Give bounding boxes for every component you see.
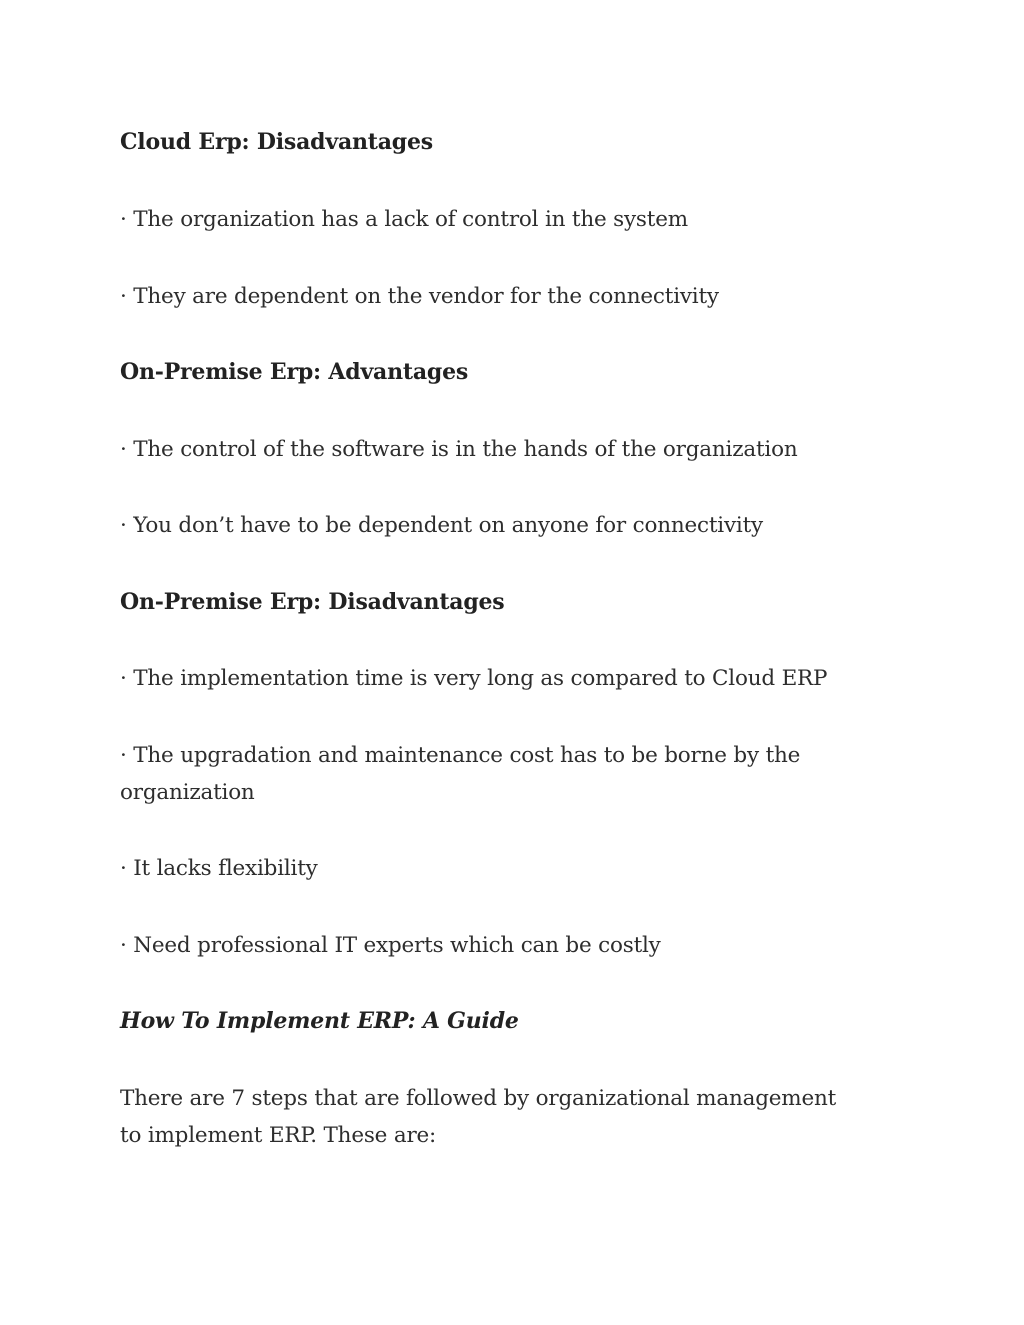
heading-how-to-implement-erp: How To Implement ERP: A Guide [120,1008,519,1034]
paragraph-guide-intro: There are 7 steps that are followed by organizational management to implement ERP. These are: [120,1086,837,1148]
bullet-upgrade-maintenance-cost: · The upgradation and maintenance cost has to be borne by the organization [120,743,801,805]
heading-cloud-erp-disadvantages: Cloud Erp: Disadvantages [120,129,433,155]
bullet-long-implementation: · The implementation time is very long as compared to Cloud ERP [120,666,828,691]
bullet-lacks-flexibility: · It lacks flexibility [120,856,318,881]
bullet-software-control: · The control of the software is in the hands of the organization [120,437,798,462]
bullet-lack-of-control: · The organization has a lack of control in the system [120,207,688,232]
heading-on-premise-erp-disadvantages: On-Premise Erp: Disadvantages [120,589,505,615]
bullet-no-connectivity-dependency: · You don’t have to be dependent on anyone for connectivity [120,513,763,538]
heading-on-premise-erp-advantages: On-Premise Erp: Advantages [120,359,469,385]
bullet-vendor-dependency: · They are dependent on the vendor for the connectivity [120,284,719,309]
bullet-it-experts-cost: · Need professional IT experts which can be costly [120,933,661,958]
